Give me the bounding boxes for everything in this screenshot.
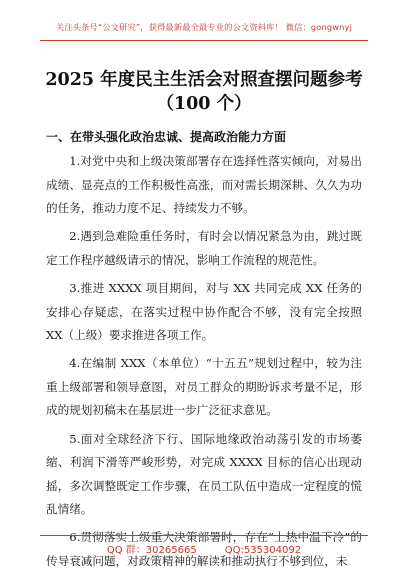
title-line-2: （100 个） bbox=[156, 94, 252, 114]
paragraph-item: 4.在编制 XXX（本单位）“十五五”规划过程中，较为注重上级部署和领导意图，对员工群众的期盼诉求考量不足，形成的规划初稿未在基层进一步广泛征求意见。 bbox=[46, 356, 362, 418]
document-body bbox=[46, 150, 362, 578]
document-title bbox=[0, 68, 408, 116]
footer-qq-group: QQ 群：30265665 bbox=[106, 545, 197, 556]
paragraph-item: 1.对党中央和上级决策部署存在选择性落实倾向，对易出成绩、显亮点的工作积极性高涨，而对需长期深耕、久久为功的任务，推动力度不足、持续发力不够。 bbox=[46, 154, 362, 216]
footer-divider bbox=[40, 535, 368, 536]
footer bbox=[0, 541, 408, 556]
paragraph-item: 5.面对全球经济下行、国际地缘政治动荡引发的市场萎缩、利润下滑等严峻形势，对完成 XXXX 目标的信心出现动摇，多次调整既定工作步骤，在员工队伍中造成一定程度的慌乱情绪。 bbox=[46, 431, 362, 517]
header-divider bbox=[40, 40, 368, 41]
paragraph-item: 6.贯彻落实上级重大决策部署时，存在“上热中温下冷”的传导衰减问题，对政策精神的解读和推动执行不够到位，未 bbox=[46, 530, 362, 568]
paragraph-item: 2.遇到急难险重任务时，有时会以情况紧急为由，跳过既定工作程序越级请示的情况，影响工作流程的规范性。 bbox=[46, 229, 362, 267]
paragraph-item: 3.推进 XXXX 项目期间，对与 XX 共同完成 XX 任务的安排心存疑虑，在落实过程中协作配合不够，没有完全按照 XX（上级）要求推进各项工作。 bbox=[46, 280, 362, 343]
section-heading: 一、在带头强化政治忠诚、提高政治能力方面 bbox=[46, 130, 287, 144]
header-banner: 关注头条号“公文研究”，获得最新最全最专业的公文资料库！ 微信：gongwnyj bbox=[55, 22, 353, 32]
title-line-1: 2025 年度民主生活会对照查摆问题参考 bbox=[45, 70, 363, 90]
footer-qq: QQ:535304092 bbox=[224, 545, 302, 556]
